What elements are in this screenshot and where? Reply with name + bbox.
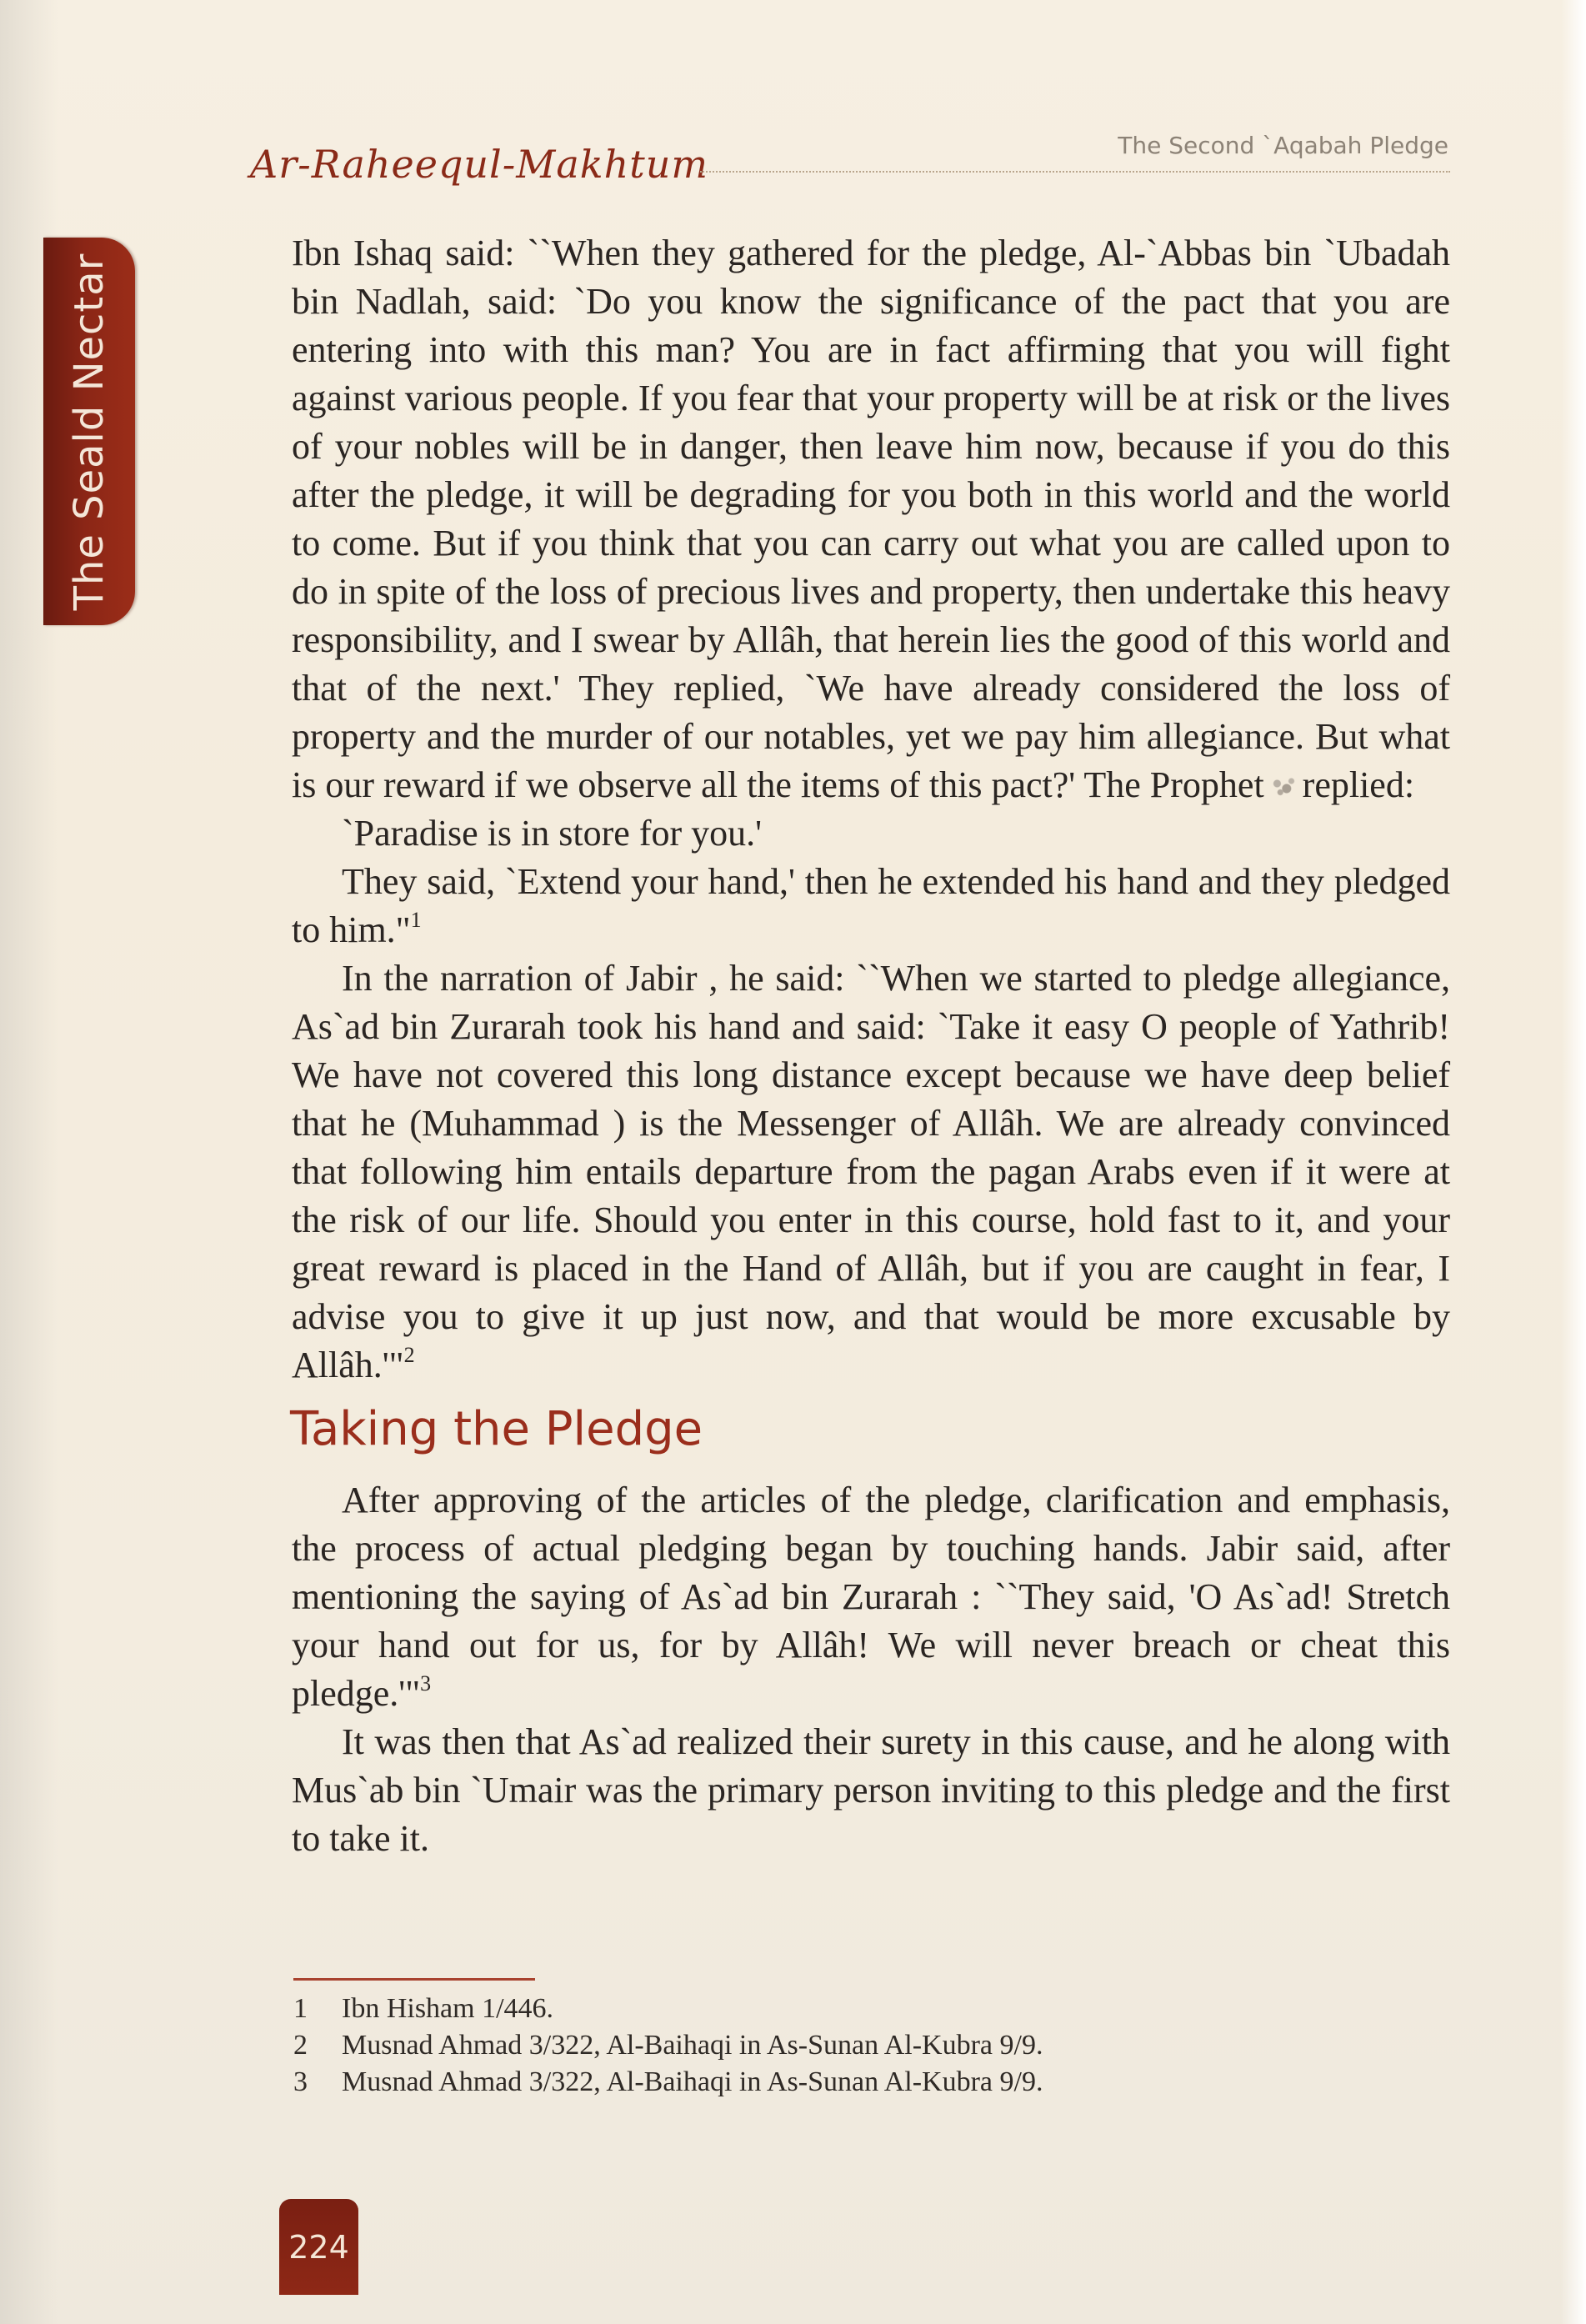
footnote-number: 2 — [293, 2030, 308, 2061]
prophet-salutation-icon — [1268, 774, 1299, 799]
footnote-text: Ibn Hisham 1/446. — [342, 1993, 554, 2024]
paragraph-1 — [292, 229, 1450, 809]
footnotes — [293, 1991, 1452, 2101]
paragraph-3-text: They said, `Extend your hand,' then he extended his hand and they pledged to him." — [292, 861, 1450, 950]
book-title-logo: Ar-Raheequl-Makhtum — [250, 142, 709, 187]
header-divider — [700, 171, 1450, 173]
paragraph-6: It was then that As`ad realized their surety in this cause, and he along with Mus`ab bin `Umair was the primary person inviting to this pledge and the first to take it. — [292, 1721, 1450, 1859]
paragraph-3 — [292, 858, 1450, 954]
paragraph-4-text: In the narration of Jabir , he said: ``When we started to pledge allegiance, As`ad bin Zurarah took his hand and said: `Take it easy O people of Yathrib! We have not covered this long distance except because we have deep belief that he (Muhammad ) is the Messenger of Allâh. We are already convinced that following him entails departure from the pagan Arabs even if it were at the risk of our life. Should you enter in this course, hold fast to it, and your great reward is placed in the Hand of Allâh, but if you are caught in fear, I advise you to give it up just now, and that would be more excusable by Allâh.'" — [292, 958, 1450, 1385]
paragraph-2: `Paradise is in store for you.' — [342, 813, 763, 854]
footnote-number: 1 — [293, 1993, 308, 2024]
footnote-item — [293, 1991, 1452, 2027]
footnote-text: Musnad Ahmad 3/322, Al-Baihaqi in As-Sunan Al-Kubra 9/9. — [342, 2066, 1043, 2097]
footnote-item — [293, 2064, 1452, 2101]
footnote-divider — [293, 1978, 535, 1981]
chapter-title: The Second `Aqabah Pledge — [1118, 132, 1448, 159]
footnote-ref-2[interactable]: 2 — [403, 1343, 415, 1367]
side-tab-label: The Seald Nectar — [66, 253, 113, 610]
paragraph-1-end: replied: — [1302, 764, 1415, 805]
footnote-text: Musnad Ahmad 3/322, Al-Baihaqi in As-Sunan Al-Kubra 9/9. — [342, 2030, 1043, 2061]
footnote-number: 3 — [293, 2066, 308, 2097]
footnote-ref-3[interactable]: 3 — [420, 1671, 432, 1695]
side-tab — [43, 238, 135, 625]
section-heading: Taking the Pledge — [290, 1402, 703, 1456]
paragraph-5-text: After approving of the articles of the pledge, clarification and emphasis, the process of actual pledging began by touching hands. Jabir said, after mentioning the saying of As`ad bin Zurarah : ``They said, 'O As`ad! Stretch your hand out for us, for by Allâh! We will never breach or cheat this pledge.'" — [292, 1480, 1450, 1714]
footnote-item — [293, 2027, 1452, 2064]
paragraph-1-text: Ibn Ishaq said: ``When they gathered for the pledge, Al-`Abbas bin `Ubadah bin Nadlah, said: `Do you know the significance of the pact that you are entering into with this man? You are in fact affirming that you will fight against various people. If you fear that your property will be at risk or the lives of your nobles will be in danger, then leave him now, because if you do this after the pledge, it will be degrading for you both in this world and the world to come. But if you think that you can carry out what you are called upon to do in spite of the loss of precious lives and property, then undertake this heavy responsibility, and I swear by Allâh, that herein lies the good of this world and that of the next.' They replied, `We have already considered the loss of property and the murder of our notables, yet we pay him allegiance. But what is our reward if we observe all the items of this pact?' The Prophet — [292, 233, 1450, 805]
paragraph-5 — [292, 1476, 1450, 1718]
footnote-ref-1[interactable]: 1 — [410, 908, 422, 932]
main-text — [292, 229, 1450, 1863]
paragraph-4 — [292, 954, 1450, 1390]
page-number: 224 — [279, 2199, 358, 2295]
